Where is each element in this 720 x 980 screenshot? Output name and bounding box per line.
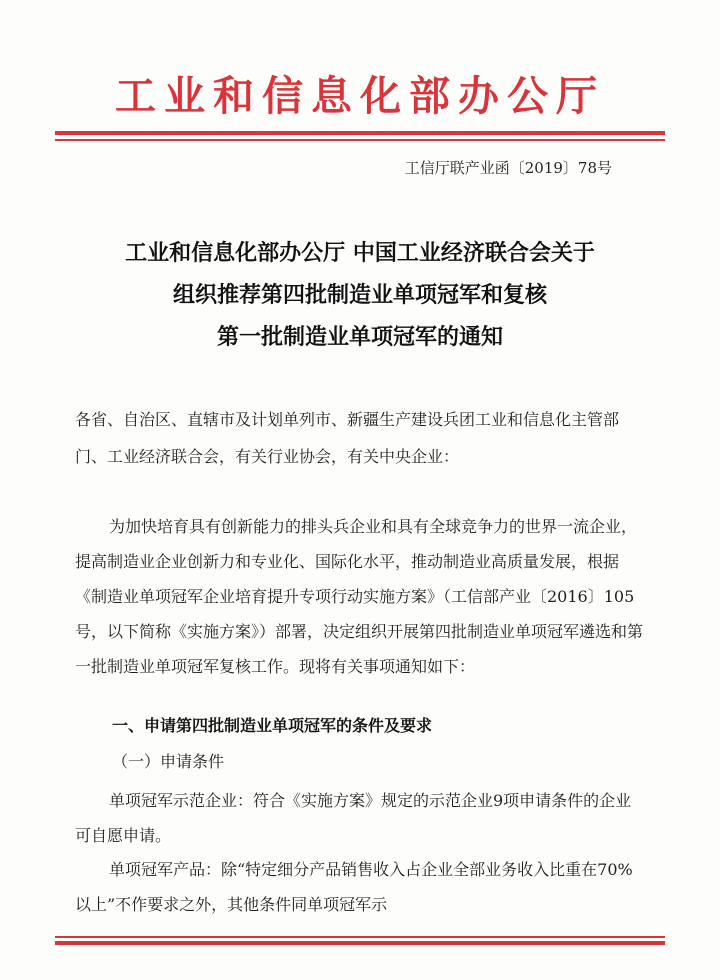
document-title bbox=[0, 232, 720, 358]
letterhead-rule-thin bbox=[55, 139, 665, 141]
document-number: 工信厅联产业函〔2019〕78号 bbox=[404, 159, 612, 177]
letterhead-rule-thick bbox=[55, 131, 665, 135]
addressee: 各省、自治区、直辖市及计划单列市、新疆生产建设兵团工业和信息化主管部门、工业经济联合会，有关行业协会，有关中央企业： bbox=[75, 410, 620, 466]
subsection-heading-1: （一）申请条件 bbox=[112, 752, 225, 771]
letterhead-org-name: 工业和信息化部办公厅 bbox=[115, 72, 605, 120]
section-heading-1: 一、申请第四批制造业单项冠军的条件及要求 bbox=[112, 716, 433, 735]
intro-paragraph: 为加快培育具有创新能力的排头兵企业和具有全球竞争力的世界一流企业，提高制造业企业创新力和专业化、国际化水平，推动制造业高质量发展，根据《制造业单项冠军企业培育提升专项行动实施方案》（工信部产业〔2016〕105号，以下简称《实施方案》）部署，决定组织开展第四批制造业单项冠军遴选和第一批制造业单项冠军复核工作。现将有关事项通知如下： bbox=[75, 517, 644, 676]
paragraph-demo-enterprise: 单项冠军示范企业：符合《实施方案》规定的示范企业9项申请条件的企业可自愿申请。 bbox=[75, 791, 632, 845]
footer-rule-thin bbox=[55, 936, 665, 938]
title-line-2: 组织推荐第四批制造业单项冠军和复核 bbox=[172, 282, 547, 308]
paragraph-champion-product: 单项冠军产品：除“特定细分产品销售收入占企业全部业务收入比重在70%以上”不作要求之外，其他条件同单项冠军示 bbox=[75, 860, 633, 914]
title-line-3: 第一批制造业单项冠军的通知 bbox=[216, 324, 503, 350]
title-line-1: 工业和信息化部办公厅 中国工业经济联合会关于 bbox=[125, 240, 595, 266]
footer-rule-thick bbox=[55, 941, 665, 945]
